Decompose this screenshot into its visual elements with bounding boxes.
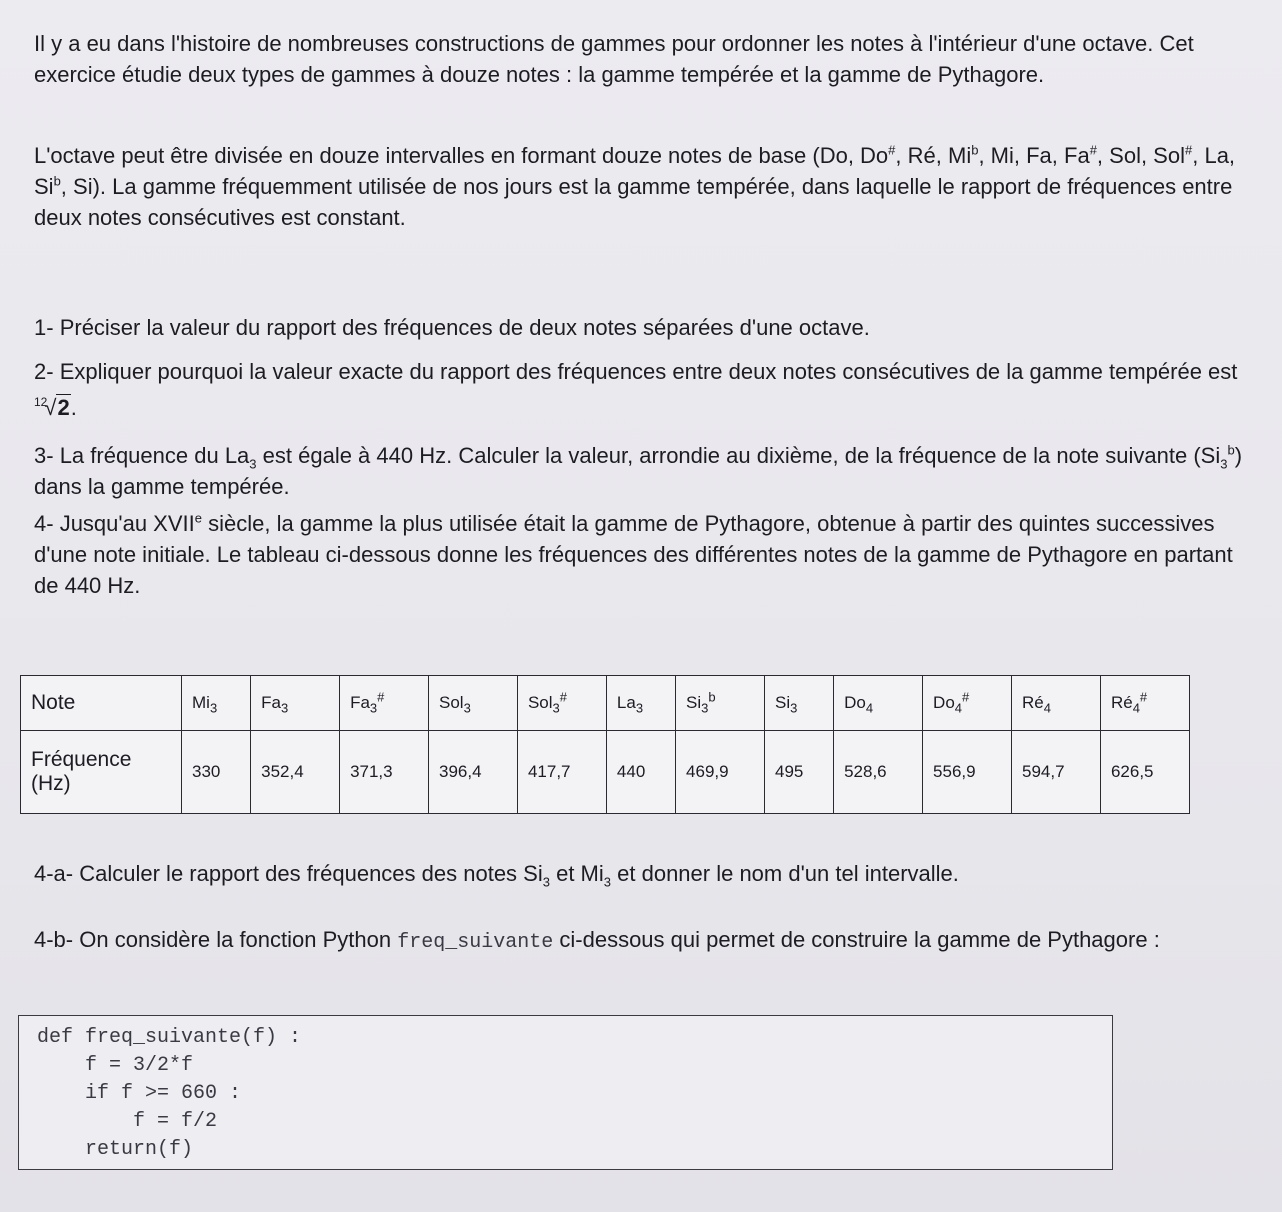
frequency-cell: 371,3 bbox=[340, 731, 429, 814]
flat-sign: b bbox=[971, 142, 979, 158]
sharp-sign: # bbox=[888, 142, 896, 158]
question-4b-text-b: ci-dessous qui permet de construire la gamme de Pythagore : bbox=[559, 927, 1160, 952]
note-cell: $Si_3$ bbox=[764, 676, 833, 731]
intro-paragraph-1 bbox=[34, 28, 1249, 90]
flat-sign: b bbox=[53, 173, 61, 189]
question-3-label: 3- bbox=[34, 443, 54, 468]
frequency-cell: 556,9 bbox=[923, 731, 1012, 814]
frequency-cell: 594,7 bbox=[1012, 731, 1101, 814]
question-4a-text-c: et donner le nom d'un tel intervalle. bbox=[617, 861, 959, 886]
octave-subscript: 3 bbox=[603, 874, 612, 890]
frequency-cell: 330 bbox=[182, 731, 251, 814]
question-3-text-a: La fréquence du La bbox=[59, 443, 250, 468]
question-4a-text-a: Calculer le rapport des fréquences des notes Si bbox=[79, 861, 543, 886]
question-4 bbox=[34, 508, 1249, 601]
note-list-1: Ré, Mi bbox=[907, 143, 972, 168]
frequency-cell: 626,5 bbox=[1100, 731, 1189, 814]
question-1-label: 1- bbox=[34, 315, 54, 340]
note-cell: $Fa_3$ bbox=[251, 676, 340, 731]
note-list-3: Sol, Sol bbox=[1109, 143, 1185, 168]
note-header: Note bbox=[21, 676, 182, 731]
frequency-header: Fréquence (Hz) bbox=[21, 731, 182, 814]
intro-text-2a: L'octave peut être divisée en douze intervalles en formant douze notes de base (Do, Do bbox=[34, 143, 889, 168]
code-line: f = 3/2*f bbox=[37, 1054, 194, 1077]
note-cell: Sol$_3$ bbox=[429, 676, 518, 731]
frequency-cell: 417,7 bbox=[517, 731, 606, 814]
question-3-text-c: ) dans la gamme tempérée. bbox=[34, 443, 1243, 499]
question-1 bbox=[34, 312, 1249, 343]
question-4b-label: 4-b- bbox=[34, 927, 74, 952]
question-4a-text-b: et Mi bbox=[556, 861, 604, 886]
intro-text-1: Il y a eu dans l'histoire de nombreuses constructions de gammes pour ordonner les notes à l'intérieur d'une octave. Cet exercice étudie deux types de gammes à douze notes : la gamme tempérée et la gamme de Pythagore. bbox=[34, 31, 1194, 87]
question-2: 2- Expliquer pourquoi la valeur exacte du rapport des fréquences entre deux notes consécutives de la gamme tempérée est $^{12}$√2. bbox=[34, 359, 1238, 420]
pythagore-frequency-table bbox=[20, 675, 1190, 814]
frequency-cell: 528,6 bbox=[834, 731, 923, 814]
note-cell: $La_3$ bbox=[606, 676, 675, 731]
flat-sign: b bbox=[1227, 442, 1235, 458]
code-line: if f >= 660 : bbox=[37, 1082, 242, 1105]
frequency-cell: 495 bbox=[764, 731, 833, 814]
note-cell: $Fa_3^{\#}$ bbox=[340, 676, 429, 731]
octave-subscript: 3 bbox=[1220, 456, 1228, 472]
note-cell: $Si_3^b$ bbox=[676, 676, 765, 731]
note-list-2: Mi, Fa, Fa bbox=[990, 143, 1090, 168]
question-4a-label: 4-a- bbox=[34, 861, 74, 886]
note-list-5: Si). bbox=[73, 174, 107, 199]
note-cell: $Ré_4$ bbox=[1012, 676, 1101, 731]
question-2-text: Expliquer pourquoi la valeur exacte du rapport des fréquences entre deux notes consécutives de la gamme tempérée est bbox=[59, 359, 1238, 384]
frequency-cell: 440 bbox=[606, 731, 675, 814]
question-4b-text-a: On considère la fonction Python bbox=[79, 927, 392, 952]
question-4-label: 4- bbox=[34, 511, 54, 536]
frequency-cell: 396,4 bbox=[429, 731, 518, 814]
note-row bbox=[21, 676, 1190, 731]
note-list-4: La, Si bbox=[34, 143, 1236, 199]
question-4-text-a: Jusqu'au XVII bbox=[59, 511, 195, 536]
question-4-text-b: siècle, la gamme la plus utilisée était la gamme de Pythagore, obtenue à partir des quintes successives d'une note initiale. Le tableau ci-dessous donne les fréquences des différentes notes de la gamme de Pythagore en partant de 440 Hz. bbox=[34, 511, 1233, 598]
question-3 bbox=[34, 440, 1249, 502]
question-2-label: 2- bbox=[34, 359, 54, 384]
octave-subscript: 3 bbox=[249, 456, 257, 472]
root-index: 12 bbox=[34, 395, 48, 409]
function-name-inline: freq_suivante bbox=[397, 931, 554, 954]
note-cell: $Ré_4^{\#}$ bbox=[1100, 676, 1189, 731]
octave-subscript: 3 bbox=[542, 874, 550, 890]
intro-text-2b: La gamme fréquemment utilisée de nos jours est la gamme tempérée, dans laquelle le rapport de fréquences entre deux notes consécutives est constant. bbox=[34, 174, 1233, 230]
frequency-cell: 352,4 bbox=[251, 731, 340, 814]
note-cell: $Do_4$ bbox=[834, 676, 923, 731]
code-line: return(f) bbox=[37, 1138, 194, 1161]
frequency-row bbox=[21, 731, 1190, 814]
question-4b bbox=[34, 924, 1249, 958]
note-cell: $Mi_3$ bbox=[182, 676, 251, 731]
code-line: def freq_suivante(f) : bbox=[37, 1026, 302, 1049]
python-code-block bbox=[18, 1015, 1113, 1170]
code-line: f = f/2 bbox=[37, 1110, 218, 1133]
century-superscript: e bbox=[194, 510, 202, 526]
twelfth-root-of-two: $^{12}$√2 bbox=[34, 395, 70, 420]
frequency-cell: 469,9 bbox=[676, 731, 765, 814]
root-radicand: 2 bbox=[57, 395, 70, 420]
question-3-text-b: est égale à 440 Hz. Calculer la valeur, arrondie au dixième, de la fréquence de la note suivante (Si bbox=[262, 443, 1221, 468]
sharp-sign: # bbox=[1089, 142, 1097, 158]
sharp-sign: # bbox=[1184, 142, 1193, 158]
question-1-text: Préciser la valeur du rapport des fréquences de deux notes séparées d'une octave. bbox=[59, 315, 870, 340]
note-cell: $Do_4^{\#}$ bbox=[923, 676, 1012, 731]
note-cell: Sol$_3$# bbox=[517, 676, 606, 731]
question-4a bbox=[34, 858, 1249, 889]
intro-paragraph-2: L'octave peut être divisée en douze intervalles en formant douze notes de base (Do, Do#, Ré, Mi$^b$, Mi, Fa, Fa#, Sol, Sol#, La, Si$^b$, Si). La gamme fréquemment utilisée de nos jours est la gamme tempérée, dans laquelle le rapport de fréquences entre deux notes consécutives est constant. bbox=[34, 142, 1236, 230]
